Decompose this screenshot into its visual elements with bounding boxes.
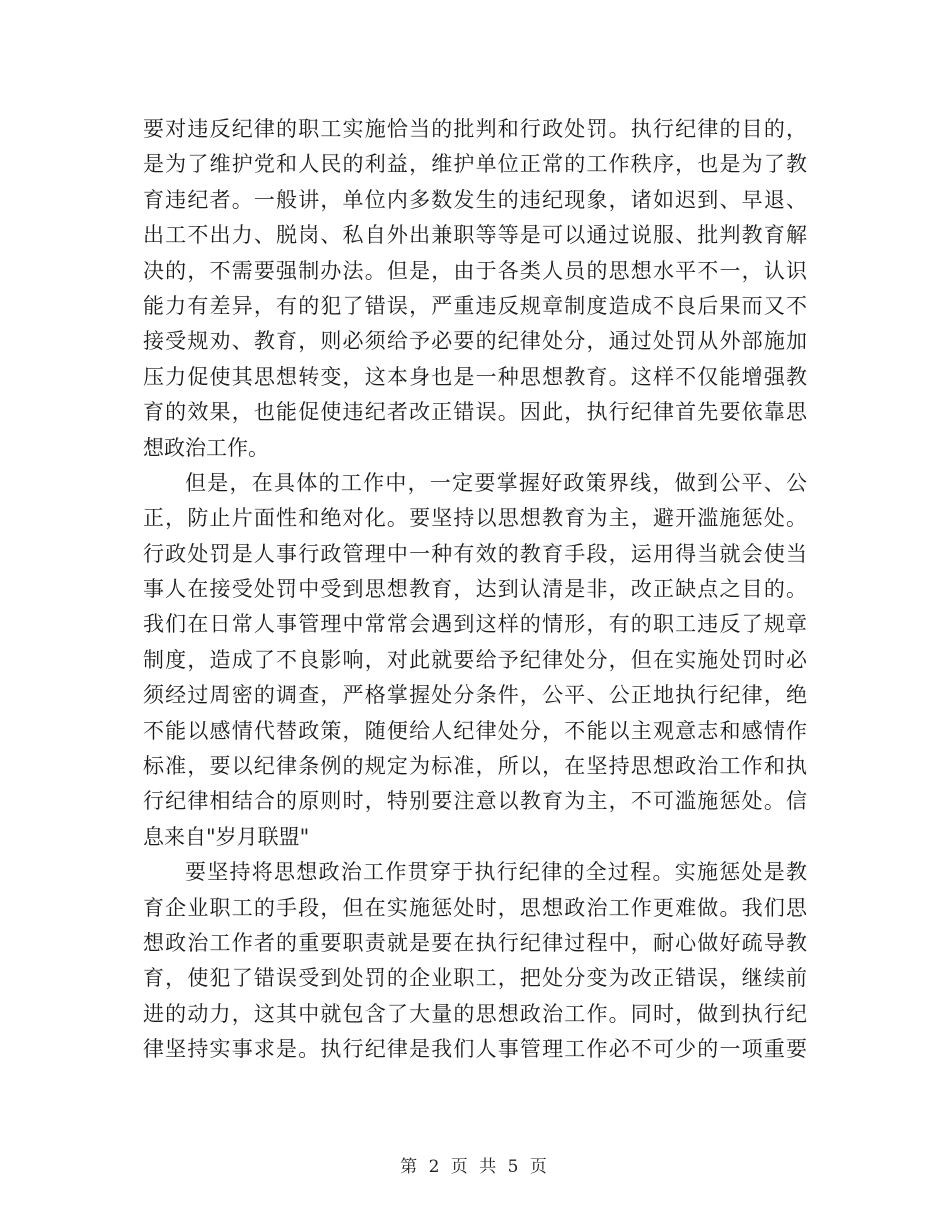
text-line: 育违纪者。一般讲，单位内多数发生的违纪现象，诸如迟到、早退、 — [143, 187, 807, 212]
text-line: 须经过周密的调查，严格掌握处分条件，公平、公正地执行纪律，绝 — [143, 683, 807, 708]
text-line: 不能以感情代替政策，随便给人纪律处分，不能以主观意志和感情作 — [143, 718, 807, 743]
text-line: 想政治工作。 — [143, 435, 269, 460]
text-line: 要对违反纪律的职工实施恰当的批判和行政处罚。执行纪律的目的， — [143, 117, 807, 141]
text-line: 接受规劝、教育，则必须给予必要的纪律处分，通过处罚从外部施加 — [143, 329, 807, 354]
text-line: 进的动力，这其中就包含了大量的思想政治工作。同时，做到执行纪 — [143, 1001, 807, 1026]
text-line: 压力促使其思想转变，这本身也是一种思想教育。这样不仅能增强教 — [143, 364, 807, 389]
text-line: 律坚持实事求是。执行纪律是我们人事管理工作必不可少的一项重要 — [143, 1037, 807, 1062]
text-line: 行纪律相结合的原则时，特别要注意以教育为主，不可滥施惩处。信 — [143, 789, 807, 814]
text-line: 是为了维护党和人民的利益，维护单位正常的工作秩序，也是为了教 — [143, 152, 807, 177]
text-line: 行政处罚是人事行政管理中一种有效的教育手段，运用得当就会使当 — [143, 541, 807, 566]
page-number-footer: 第 2 页 共 5 页 — [400, 1157, 550, 1177]
text-line: 育的效果，也能促使违纪者改正错误。因此，执行纪律首先要依靠思 — [143, 400, 807, 425]
text-line: 育，使犯了错误受到处罚的企业职工，把处分变为改正错误，继续前 — [143, 966, 807, 991]
text-line: 出工不出力、脱岗、私自外出兼职等等是可以通过说服、批判教育解 — [143, 223, 807, 248]
text-line: 制度，造成了不良影响，对此就要给予纪律处分，但在实施处罚时必 — [143, 647, 807, 672]
text-line: 要坚持将思想政治工作贯穿于执行纪律的全过程。实施惩处是教 — [185, 860, 807, 885]
text-line: 正，防止片面性和绝对化。要坚持以思想教育为主，避开滥施惩处。 — [143, 506, 807, 531]
body-text — [143, 112, 807, 1068]
text-line: 但是，在具体的工作中，一定要掌握好政策界线，做到公平、公 — [185, 470, 807, 495]
text-line: 息来自"岁月联盟" — [143, 824, 310, 849]
text-line: 决的，不需要强制办法。但是，由于各类人员的思想水平不一，认识 — [143, 258, 807, 283]
text-line: 能力有差异，有的犯了错误，严重违反规章制度造成不良后果而又不 — [143, 293, 807, 318]
text-line: 想政治工作者的重要职责就是要在执行纪律过程中，耐心做好疏导教 — [143, 930, 807, 955]
text-line: 事人在接受处罚中受到思想教育，达到认清是非，改正缺点之目的。 — [143, 577, 807, 602]
text-line: 标准，要以纪律条例的规定为标准，所以，在坚持思想政治工作和执 — [143, 754, 807, 779]
text-line: 我们在日常人事管理中常常会遇到这样的情形，有的职工违反了规章 — [143, 612, 807, 637]
text-line: 育企业职工的手段，但在实施惩处时，思想政治工作更难做。我们思 — [143, 895, 807, 920]
